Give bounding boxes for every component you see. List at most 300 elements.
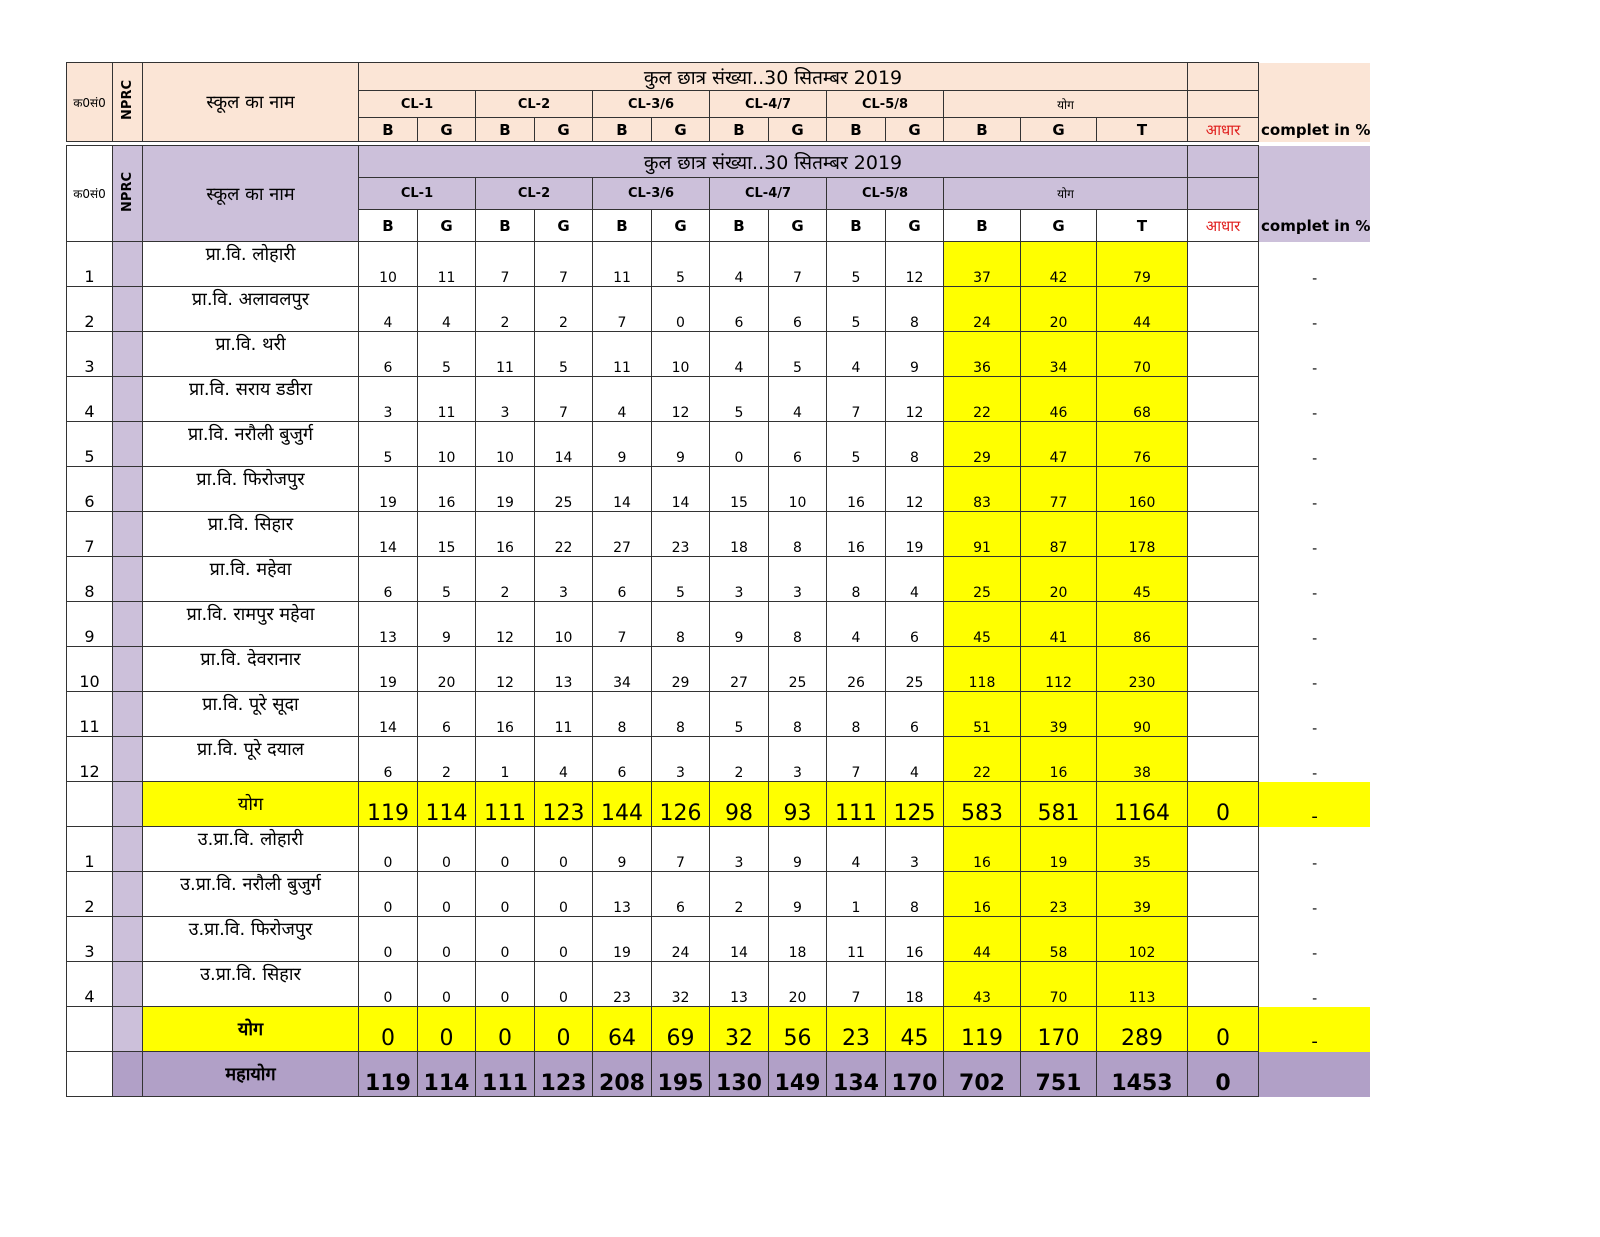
- table-row: [67, 692, 1371, 737]
- aadhar-mid-cell: [1188, 91, 1259, 118]
- count-cell: 11: [535, 692, 593, 737]
- count-cell: 9: [418, 602, 476, 647]
- count-cell: 5: [710, 377, 769, 422]
- total-count-cell: 45: [886, 1007, 944, 1052]
- table-row: [67, 827, 1371, 872]
- count-cell: 19: [359, 647, 418, 692]
- count-cell: 3: [652, 737, 710, 782]
- grand-total-count-cell: 119: [359, 1052, 418, 1097]
- school-name-cell: प्रा.वि. महेवा: [143, 557, 359, 602]
- count-cell: 20: [418, 647, 476, 692]
- total-count-cell: 0: [418, 1007, 476, 1052]
- count-cell: 10: [769, 467, 827, 512]
- count-cell: 4: [886, 737, 944, 782]
- aadhar-cell: [1188, 287, 1259, 332]
- nprc-cell: [113, 737, 143, 782]
- serial-number-cell: 8: [67, 557, 113, 602]
- count-cell: 13: [535, 647, 593, 692]
- count-cell: 8: [652, 602, 710, 647]
- aadhar-cell: [1188, 422, 1259, 467]
- count-cell: 7: [827, 737, 886, 782]
- count-cell: 2: [535, 287, 593, 332]
- count-cell: 4: [769, 377, 827, 422]
- count-cell: 6: [769, 422, 827, 467]
- count-cell: 5: [652, 242, 710, 287]
- count-cell: 7: [535, 377, 593, 422]
- table-row: [67, 557, 1371, 602]
- count-cell: 4: [359, 287, 418, 332]
- total-count-cell: 56: [769, 1007, 827, 1052]
- grand-total-count-cell: 149: [769, 1052, 827, 1097]
- total-row: [67, 1007, 1371, 1052]
- total-girls-cell: 58: [1021, 917, 1097, 962]
- school-name-cell: प्रा.वि. देवरानार: [143, 647, 359, 692]
- count-cell: 19: [476, 467, 535, 512]
- count-cell: 13: [359, 602, 418, 647]
- total-girls-cell: 70: [1021, 962, 1097, 1007]
- table-row: [67, 647, 1371, 692]
- aadhar-header: आधार: [1188, 210, 1259, 242]
- count-cell: 7: [827, 377, 886, 422]
- grand-total-girls-cell: 751: [1021, 1052, 1097, 1097]
- count-cell: 4: [710, 242, 769, 287]
- total-header: योग: [944, 91, 1188, 118]
- school-name-cell: प्रा.वि. नरौली बुजुर्ग: [143, 422, 359, 467]
- total-count-cell: 126: [652, 782, 710, 827]
- class-header: CL-5/8: [827, 91, 944, 118]
- serial-number-cell: 3: [67, 917, 113, 962]
- nprc-cell: [113, 512, 143, 557]
- serial-number-cell: [67, 782, 113, 827]
- nprc-cell: [113, 962, 143, 1007]
- count-cell: 2: [476, 557, 535, 602]
- count-cell: 8: [827, 692, 886, 737]
- total-count-cell: 69: [652, 1007, 710, 1052]
- total-all-cell: 86: [1097, 602, 1188, 647]
- table-row: [67, 962, 1371, 1007]
- count-cell: 8: [769, 692, 827, 737]
- count-cell: 5: [418, 332, 476, 377]
- total-girls-cell: 47: [1021, 422, 1097, 467]
- complete-top-cell: [1259, 146, 1371, 210]
- count-cell: 25: [769, 647, 827, 692]
- total-all-header: T: [1097, 118, 1188, 142]
- count-cell: 10: [359, 242, 418, 287]
- serial-number-cell: 3: [67, 332, 113, 377]
- count-cell: 23: [593, 962, 652, 1007]
- total-all-cell: 160: [1097, 467, 1188, 512]
- count-cell: 2: [418, 737, 476, 782]
- girls-header: G: [535, 118, 593, 142]
- nprc-cell: [113, 242, 143, 287]
- class-header: CL-1: [359, 178, 476, 210]
- count-cell: 9: [769, 827, 827, 872]
- class-header: CL-3/6: [593, 91, 710, 118]
- count-cell: 6: [418, 692, 476, 737]
- count-cell: 11: [476, 332, 535, 377]
- table-row: [67, 467, 1371, 512]
- count-cell: 5: [827, 422, 886, 467]
- count-cell: 12: [886, 377, 944, 422]
- count-cell: 15: [710, 467, 769, 512]
- count-cell: 12: [886, 467, 944, 512]
- count-cell: 10: [652, 332, 710, 377]
- aadhar-top-cell: [1188, 63, 1259, 91]
- count-cell: 9: [593, 422, 652, 467]
- count-cell: 0: [710, 422, 769, 467]
- total-boys-header: B: [944, 210, 1021, 242]
- boys-header: B: [827, 210, 886, 242]
- serial-header: क0सं0: [67, 146, 113, 242]
- class-header: CL-3/6: [593, 178, 710, 210]
- count-cell: 19: [359, 467, 418, 512]
- serial-number-cell: [67, 1007, 113, 1052]
- complete-percent-cell: -: [1259, 917, 1371, 962]
- complete-percent-cell: -: [1259, 872, 1371, 917]
- boys-header: B: [710, 118, 769, 142]
- count-cell: 3: [769, 557, 827, 602]
- count-cell: 8: [886, 287, 944, 332]
- count-cell: 34: [593, 647, 652, 692]
- nprc-cell: [113, 647, 143, 692]
- total-boys-cell: 45: [944, 602, 1021, 647]
- school-name-cell: प्रा.वि. सिहार: [143, 512, 359, 557]
- grand-total-count-cell: 208: [593, 1052, 652, 1097]
- serial-number-cell: 11: [67, 692, 113, 737]
- count-cell: 19: [886, 512, 944, 557]
- count-cell: 20: [769, 962, 827, 1007]
- total-all-cell: 70: [1097, 332, 1188, 377]
- sheet-title: कुल छात्र संख्या..30 सितम्बर 2019: [359, 63, 1188, 91]
- count-cell: 27: [710, 647, 769, 692]
- count-cell: 4: [710, 332, 769, 377]
- count-cell: 14: [710, 917, 769, 962]
- nprc-cell: [113, 287, 143, 332]
- complete-top-cell: [1259, 63, 1371, 118]
- count-cell: 25: [886, 647, 944, 692]
- aadhar-mid-cell: [1188, 178, 1259, 210]
- count-cell: 0: [535, 827, 593, 872]
- nprc-cell: [113, 782, 143, 827]
- count-cell: 2: [476, 287, 535, 332]
- count-cell: 16: [827, 467, 886, 512]
- total-boys-cell: 44: [944, 917, 1021, 962]
- boys-header: B: [476, 210, 535, 242]
- total-boys-cell: 51: [944, 692, 1021, 737]
- count-cell: 0: [418, 872, 476, 917]
- total-header: योग: [944, 178, 1188, 210]
- total-boys-cell: 16: [944, 872, 1021, 917]
- boys-header: B: [476, 118, 535, 142]
- total-count-cell: 119: [359, 782, 418, 827]
- table-row: [67, 602, 1371, 647]
- complete-percent-cell: -: [1259, 602, 1371, 647]
- count-cell: 0: [418, 917, 476, 962]
- table-row: [67, 872, 1371, 917]
- school-name-cell: उ.प्रा.वि. नरौली बुजुर्ग: [143, 872, 359, 917]
- total-boys-cell: 118: [944, 647, 1021, 692]
- spreadsheet: [66, 62, 1396, 1097]
- count-cell: 18: [710, 512, 769, 557]
- serial-number-cell: 7: [67, 512, 113, 557]
- total-all-cell: 1164: [1097, 782, 1188, 827]
- count-cell: 12: [652, 377, 710, 422]
- total-girls-cell: 581: [1021, 782, 1097, 827]
- serial-number-cell: 4: [67, 377, 113, 422]
- aadhar-cell: [1188, 917, 1259, 962]
- boys-header: B: [593, 118, 652, 142]
- girls-header: G: [886, 210, 944, 242]
- grand-total-count-cell: 111: [476, 1052, 535, 1097]
- total-all-cell: 38: [1097, 737, 1188, 782]
- count-cell: 0: [418, 962, 476, 1007]
- total-girls-cell: 42: [1021, 242, 1097, 287]
- count-cell: 12: [476, 647, 535, 692]
- count-cell: 2: [710, 737, 769, 782]
- count-cell: 19: [593, 917, 652, 962]
- count-cell: 8: [769, 512, 827, 557]
- nprc-cell: [113, 557, 143, 602]
- count-cell: 10: [535, 602, 593, 647]
- total-boys-cell: 37: [944, 242, 1021, 287]
- nprc-cell: [113, 827, 143, 872]
- aadhar-total-cell: 0: [1188, 1007, 1259, 1052]
- girls-header: G: [652, 210, 710, 242]
- girls-header: G: [418, 118, 476, 142]
- count-cell: 3: [535, 557, 593, 602]
- serial-number-cell: 2: [67, 287, 113, 332]
- aadhar-header: आधार: [1188, 118, 1259, 142]
- total-count-cell: 93: [769, 782, 827, 827]
- grand-total-boys-cell: 702: [944, 1052, 1021, 1097]
- count-cell: 1: [476, 737, 535, 782]
- count-cell: 6: [886, 602, 944, 647]
- count-cell: 0: [535, 962, 593, 1007]
- count-cell: 7: [535, 242, 593, 287]
- school-name-cell: उ.प्रा.वि. लोहारी: [143, 827, 359, 872]
- total-count-cell: 98: [710, 782, 769, 827]
- count-cell: 5: [652, 557, 710, 602]
- data-table: [66, 145, 1370, 1097]
- total-all-cell: 102: [1097, 917, 1188, 962]
- serial-number-cell: [67, 1052, 113, 1097]
- aadhar-cell: [1188, 872, 1259, 917]
- grand-total-count-cell: 195: [652, 1052, 710, 1097]
- class-header: CL-2: [476, 178, 593, 210]
- total-boys-cell: 36: [944, 332, 1021, 377]
- aadhar-top-cell: [1188, 146, 1259, 178]
- total-girls-header: G: [1021, 210, 1097, 242]
- nprc-cell: [113, 377, 143, 422]
- total-all-cell: 178: [1097, 512, 1188, 557]
- count-cell: 6: [886, 692, 944, 737]
- total-boys-cell: 583: [944, 782, 1021, 827]
- aadhar-cell: [1188, 827, 1259, 872]
- class-header: CL-1: [359, 91, 476, 118]
- complete-percent-cell: -: [1259, 377, 1371, 422]
- aadhar-total-cell: 0: [1188, 782, 1259, 827]
- aadhar-cell: [1188, 602, 1259, 647]
- count-cell: 8: [593, 692, 652, 737]
- header-table-peach: [66, 62, 1370, 142]
- complete-percent-cell: -: [1259, 782, 1371, 827]
- serial-header: क0सं0: [67, 63, 113, 142]
- count-cell: 15: [418, 512, 476, 557]
- count-cell: 6: [710, 287, 769, 332]
- total-boys-cell: 29: [944, 422, 1021, 467]
- count-cell: 13: [710, 962, 769, 1007]
- serial-number-cell: 4: [67, 962, 113, 1007]
- total-girls-cell: 41: [1021, 602, 1097, 647]
- girls-header: G: [535, 210, 593, 242]
- serial-number-cell: 1: [67, 827, 113, 872]
- nprc-header: NPRC: [113, 63, 143, 142]
- total-label: योग: [143, 782, 359, 827]
- count-cell: 18: [886, 962, 944, 1007]
- count-cell: 5: [710, 692, 769, 737]
- grand-total-count-cell: 114: [418, 1052, 476, 1097]
- total-girls-cell: 112: [1021, 647, 1097, 692]
- count-cell: 0: [359, 962, 418, 1007]
- girls-header: G: [886, 118, 944, 142]
- count-cell: 1: [827, 872, 886, 917]
- count-cell: 14: [359, 692, 418, 737]
- table-row: [67, 377, 1371, 422]
- aadhar-cell: [1188, 692, 1259, 737]
- boys-header: B: [359, 210, 418, 242]
- count-cell: 14: [652, 467, 710, 512]
- count-cell: 4: [827, 602, 886, 647]
- count-cell: 8: [827, 557, 886, 602]
- complete-percent-cell: -: [1259, 422, 1371, 467]
- count-cell: 0: [652, 287, 710, 332]
- count-cell: 25: [535, 467, 593, 512]
- count-cell: 3: [769, 737, 827, 782]
- count-cell: 22: [535, 512, 593, 557]
- nprc-cell: [113, 332, 143, 377]
- count-cell: 9: [710, 602, 769, 647]
- total-girls-cell: 20: [1021, 557, 1097, 602]
- total-boys-cell: 22: [944, 377, 1021, 422]
- count-cell: 11: [593, 242, 652, 287]
- serial-number-cell: 2: [67, 872, 113, 917]
- count-cell: 11: [418, 242, 476, 287]
- count-cell: 9: [593, 827, 652, 872]
- count-cell: 9: [769, 872, 827, 917]
- total-count-cell: 0: [535, 1007, 593, 1052]
- count-cell: 6: [593, 557, 652, 602]
- total-girls-header: G: [1021, 118, 1097, 142]
- count-cell: 26: [827, 647, 886, 692]
- serial-number-cell: 6: [67, 467, 113, 512]
- total-girls-cell: 77: [1021, 467, 1097, 512]
- total-boys-header: B: [944, 118, 1021, 142]
- total-boys-cell: 83: [944, 467, 1021, 512]
- count-cell: 4: [827, 332, 886, 377]
- table-row: [67, 422, 1371, 467]
- nprc-cell: [113, 917, 143, 962]
- complete-percent-cell: -: [1259, 962, 1371, 1007]
- total-row: [67, 782, 1371, 827]
- count-cell: 7: [593, 287, 652, 332]
- total-girls-cell: 34: [1021, 332, 1097, 377]
- count-cell: 11: [593, 332, 652, 377]
- nprc-cell: [113, 602, 143, 647]
- count-cell: 5: [418, 557, 476, 602]
- total-boys-cell: 24: [944, 287, 1021, 332]
- count-cell: 8: [886, 872, 944, 917]
- total-girls-cell: 16: [1021, 737, 1097, 782]
- count-cell: 18: [769, 917, 827, 962]
- total-all-cell: 35: [1097, 827, 1188, 872]
- grand-total-count-cell: 130: [710, 1052, 769, 1097]
- girls-header: G: [769, 210, 827, 242]
- count-cell: 3: [886, 827, 944, 872]
- total-count-cell: 144: [593, 782, 652, 827]
- serial-number-cell: 12: [67, 737, 113, 782]
- total-count-cell: 111: [827, 782, 886, 827]
- complete-percent-cell: -: [1259, 287, 1371, 332]
- boys-header: B: [359, 118, 418, 142]
- grand-complete-cell: [1259, 1052, 1371, 1097]
- total-girls-cell: 46: [1021, 377, 1097, 422]
- count-cell: 6: [359, 332, 418, 377]
- count-cell: 0: [476, 962, 535, 1007]
- count-cell: 8: [886, 422, 944, 467]
- count-cell: 0: [476, 872, 535, 917]
- sheet-title: कुल छात्र संख्या..30 सितम्बर 2019: [359, 146, 1188, 178]
- total-all-cell: 44: [1097, 287, 1188, 332]
- total-all-cell: 289: [1097, 1007, 1188, 1052]
- total-all-cell: 68: [1097, 377, 1188, 422]
- total-all-cell: 90: [1097, 692, 1188, 737]
- count-cell: 16: [476, 692, 535, 737]
- count-cell: 11: [827, 917, 886, 962]
- count-cell: 4: [535, 737, 593, 782]
- total-boys-cell: 119: [944, 1007, 1021, 1052]
- count-cell: 14: [535, 422, 593, 467]
- complete-percent-cell: -: [1259, 692, 1371, 737]
- aadhar-cell: [1188, 557, 1259, 602]
- school-name-cell: प्रा.वि. पूरे दयाल: [143, 737, 359, 782]
- serial-number-cell: 1: [67, 242, 113, 287]
- count-cell: 7: [476, 242, 535, 287]
- total-boys-cell: 25: [944, 557, 1021, 602]
- grand-total-all-cell: 1453: [1097, 1052, 1188, 1097]
- aadhar-cell: [1188, 332, 1259, 377]
- total-count-cell: 32: [710, 1007, 769, 1052]
- school-name-cell: प्रा.वि. सराय डडीरा: [143, 377, 359, 422]
- count-cell: 4: [593, 377, 652, 422]
- total-all-cell: 76: [1097, 422, 1188, 467]
- count-cell: 7: [769, 242, 827, 287]
- count-cell: 7: [652, 827, 710, 872]
- total-girls-cell: 39: [1021, 692, 1097, 737]
- count-cell: 16: [418, 467, 476, 512]
- count-cell: 5: [827, 242, 886, 287]
- nprc-cell: [113, 872, 143, 917]
- count-cell: 7: [593, 602, 652, 647]
- aadhar-cell: [1188, 377, 1259, 422]
- school-name-cell: प्रा.वि. लोहारी: [143, 242, 359, 287]
- aadhar-cell: [1188, 512, 1259, 557]
- complete-percent-cell: -: [1259, 557, 1371, 602]
- grand-total-count-cell: 123: [535, 1052, 593, 1097]
- table-row: [67, 332, 1371, 377]
- complete-percent-cell: -: [1259, 647, 1371, 692]
- complete-percent-cell: -: [1259, 467, 1371, 512]
- complete-header: complet in %: [1259, 210, 1371, 242]
